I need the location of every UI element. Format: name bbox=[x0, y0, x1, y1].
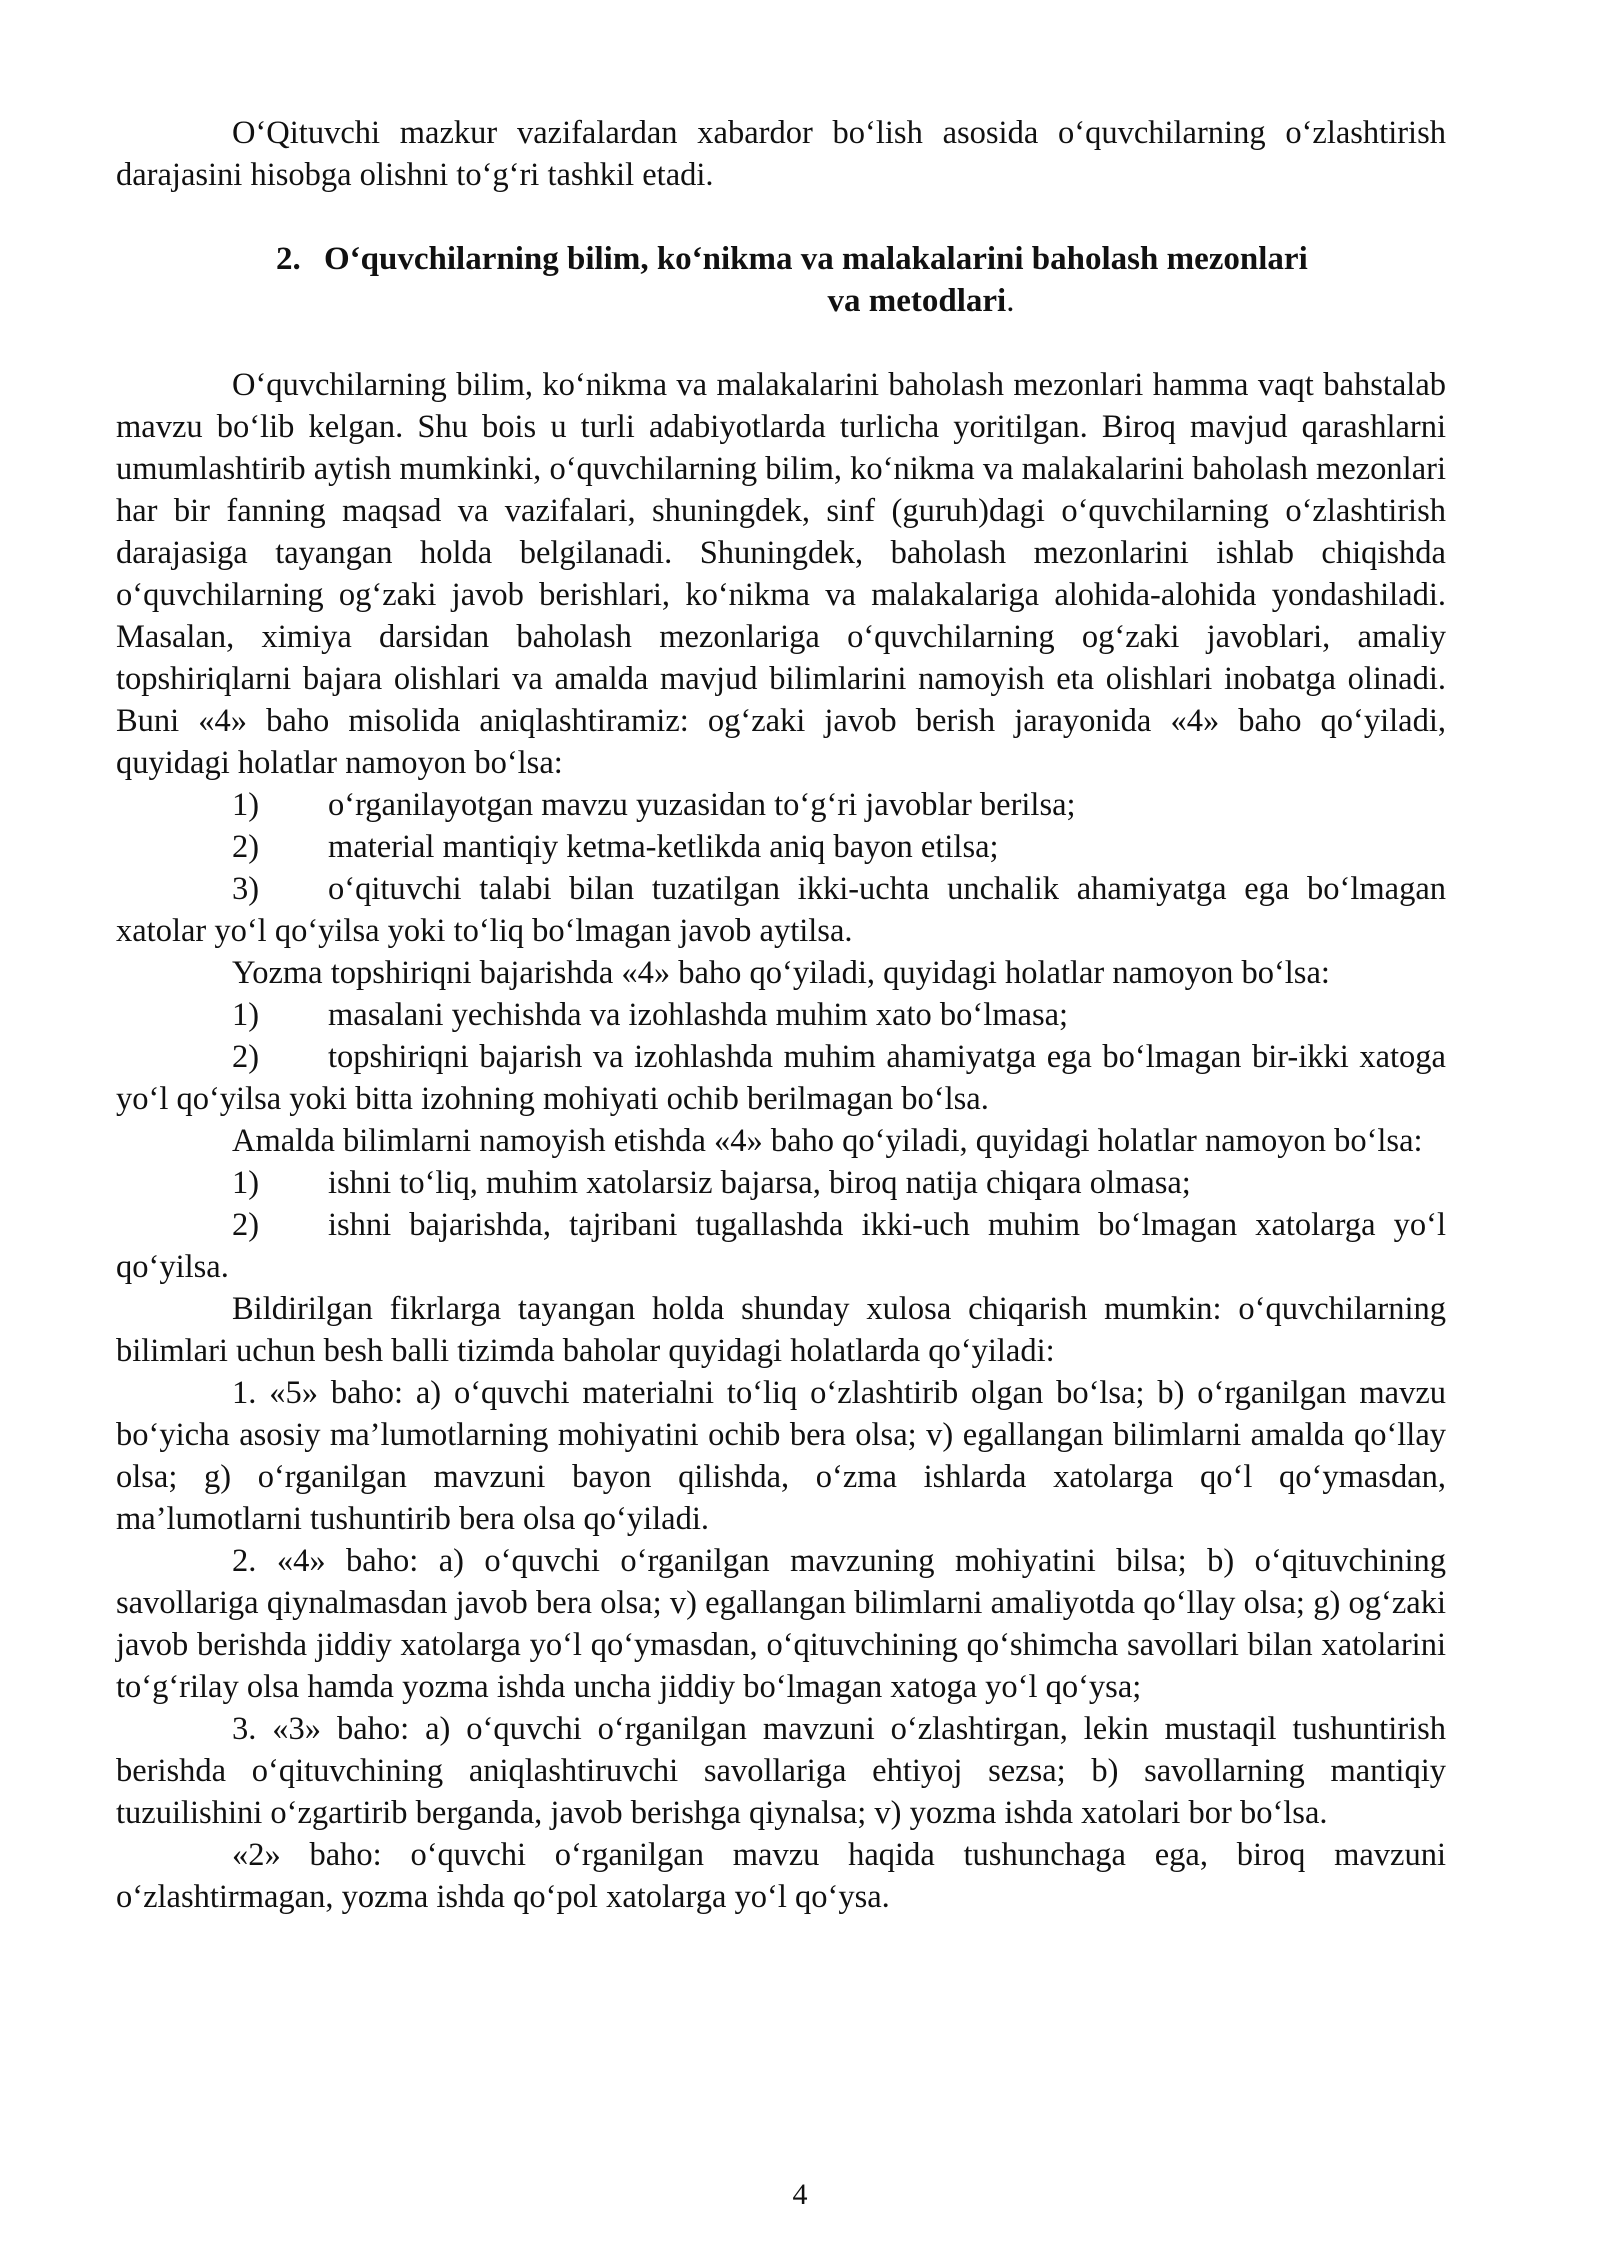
list-item-text: o‘qituvchi talabi bilan tuzatilgan ikki-uchta unchalik ahamiyatga ega bo‘lmagan xatolar yo‘l qo‘yilsa yoki to‘liq bo‘lmagan javob aytilsa. bbox=[116, 871, 1446, 949]
list-item-text: topshiriqni bajarish va izohlashda muhim ahamiyatga ega bo‘lmagan bir-ikki xatoga yo‘l qo‘yilsa yoki bitta izohning mohiyati ochib berilmagan bo‘lsa. bbox=[116, 1039, 1446, 1117]
list-item-number: 2) bbox=[232, 829, 260, 865]
list-item bbox=[116, 826, 1446, 868]
list-item-text: ishni bajarishda, tajribani tugallashda ikki-uch muhim bo‘lmagan xatolarga yo‘l qo‘yilsa. bbox=[116, 1207, 1446, 1285]
oral-criteria-list bbox=[116, 784, 1446, 952]
list-item-number: 2) bbox=[232, 1207, 260, 1243]
document-page bbox=[116, 112, 1446, 1918]
body-paragraph-4: Bildirilgan fikrlarga tayangan holda shunday xulosa chiqarish mumkin: o‘quvchilarning bilimlari uchun besh balli tizimda baholar quyidagi holatlarda qo‘yiladi: bbox=[116, 1291, 1446, 1369]
list-item-number: 3) bbox=[232, 871, 260, 907]
section-title-period: . bbox=[1006, 283, 1015, 319]
written-criteria-list bbox=[116, 994, 1446, 1120]
grade-5-paragraph: 1. «5» baho: a) o‘quvchi materialni to‘liq o‘zlashtirib olgan bo‘lsa; b) o‘rganilgan mavzu bo‘yicha asosiy ma’lumotlarning mohiyatini ochib bera olsa; v) egallangan bilimlarni amalda qo‘llay olsa; g) o‘rganilgan mavzuni bayon qilishda, o‘zma ishlarda xatolarga qo‘l qo‘ymasdan, ma’lumotlarni tushuntirib bera olsa qo‘yiladi. bbox=[116, 1375, 1446, 1537]
page-number: 4 bbox=[792, 2178, 808, 2211]
list-item-number: 1) bbox=[232, 997, 260, 1033]
list-item-text: ishni to‘liq, muhim xatolarsiz bajarsa, biroq natija chiqara olmasa; bbox=[328, 1165, 1191, 1201]
list-item-text: material mantiqiy ketma-ketlikda aniq bayon etilsa; bbox=[328, 829, 999, 865]
list-item-text: masalani yechishda va izohlashda muhim xato bo‘lmasa; bbox=[328, 997, 1069, 1033]
list-item bbox=[116, 784, 1446, 826]
list-item-number: 1) bbox=[232, 1165, 260, 1201]
list-item-number: 2) bbox=[232, 1039, 260, 1075]
list-item bbox=[116, 868, 1446, 952]
section-heading bbox=[116, 238, 1446, 322]
grade-4-paragraph: 2. «4» baho: a) o‘quvchi o‘rganilgan mavzuning mohiyatini bilsa; b) o‘qituvchining savollariga qiynalmasdan javob bera olsa; v) egallangan bilimlarni amaliyotda qo‘llay olsa; g) og‘zaki javob berishda jiddiy xatolarga yo‘l qo‘ymasdan, o‘qituvchining qo‘shimcha savollari bilan xatolarini to‘g‘rilay olsa hamda yozma ishda uncha jiddiy bo‘lmagan xatoga yo‘l qo‘ysa; bbox=[116, 1543, 1446, 1705]
list-item bbox=[116, 1204, 1446, 1288]
list-item-number: 1) bbox=[232, 787, 260, 823]
list-item bbox=[116, 1036, 1446, 1120]
intro-paragraph: O‘Qituvchi mazkur vazifalardan xabardor bo‘lish asosida o‘quvchilarning o‘zlashtirish darajasini hisobga olishni to‘g‘ri tashkil etadi. bbox=[116, 115, 1446, 193]
list-item-text: o‘rganilayotgan mavzu yuzasidan to‘g‘ri javoblar berilsa; bbox=[328, 787, 1076, 823]
body-paragraph-1: O‘quvchilarning bilim, ko‘nikma va malakalarini baholash mezonlari hamma vaqt bahstalab mavzu bo‘lib kelgan. Shu bois u turli adabiyotlarda turlicha yoritilgan. Biroq mavjud qarashlarni umumlashtirib aytish mumkinki, o‘quvchilarning bilim, ko‘nikma va malakalarini baholash mezonlari har bir fanning maqsad va vazifalari, shuningdek, sinf (guruh)dagi o‘quvchilarning o‘zlashtirish darajasiga tayangan holda belgilanadi. Shuningdek, baholash mezonlarini ishlab chiqishda o‘quvchilarning og‘zaki javob berishlari, ko‘nikma va malakalariga alohida-alohida yondashiladi. Masalan, ximiya darsidan baholash mezonlariga o‘quvchilarning og‘zaki javoblari, amaliy topshiriqlarni bajara olishlari va amalda mavjud bilimlarini namoyish eta olishlari inobatga olinadi. Buni «4» baho misolida aniqlashtiramiz: og‘zaki javob berish jarayonida «4» baho qo‘yiladi, quyidagi holatlar namoyon bo‘lsa: bbox=[116, 367, 1446, 781]
section-heading-line1 bbox=[276, 238, 1446, 280]
section-heading-line2 bbox=[276, 280, 1446, 322]
grade-2-paragraph: «2» baho: o‘quvchi o‘rganilgan mavzu haqida tushunchaga ega, biroq mavzuni o‘zlashtirmagan, yozma ishda qo‘pol xatolarga yo‘l qo‘ysa. bbox=[116, 1837, 1446, 1915]
list-item bbox=[116, 994, 1446, 1036]
section-title-line1: O‘quvchilarning bilim, ko‘nikma va malakalarini baholash mezonlari bbox=[324, 241, 1308, 277]
list-item bbox=[116, 1162, 1446, 1204]
grade-3-paragraph: 3. «3» baho: a) o‘quvchi o‘rganilgan mavzuni o‘zlashtirgan, lekin mustaqil tushuntirish berishda o‘qituvchining aniqlashtiruvchi savollariga ehtiyoj sezsa; b) savollarning mantiqiy tuzuilishini o‘zgartirib berganda, javob berishga qiynalsa; v) yozma ishda xatolari bor bo‘lsa. bbox=[116, 1711, 1446, 1831]
section-number: 2. bbox=[276, 241, 301, 277]
body-paragraph-2: Yozma topshiriqni bajarishda «4» baho qo‘yiladi, quyidagi holatlar namoyon bo‘lsa: bbox=[232, 955, 1330, 991]
practical-criteria-list bbox=[116, 1162, 1446, 1288]
body-paragraph-3: Amalda bilimlarni namoyish etishda «4» baho qo‘yiladi, quyidagi holatlar namoyon bo‘lsa: bbox=[232, 1123, 1423, 1159]
section-title-line2: va metodlari bbox=[827, 283, 1007, 319]
